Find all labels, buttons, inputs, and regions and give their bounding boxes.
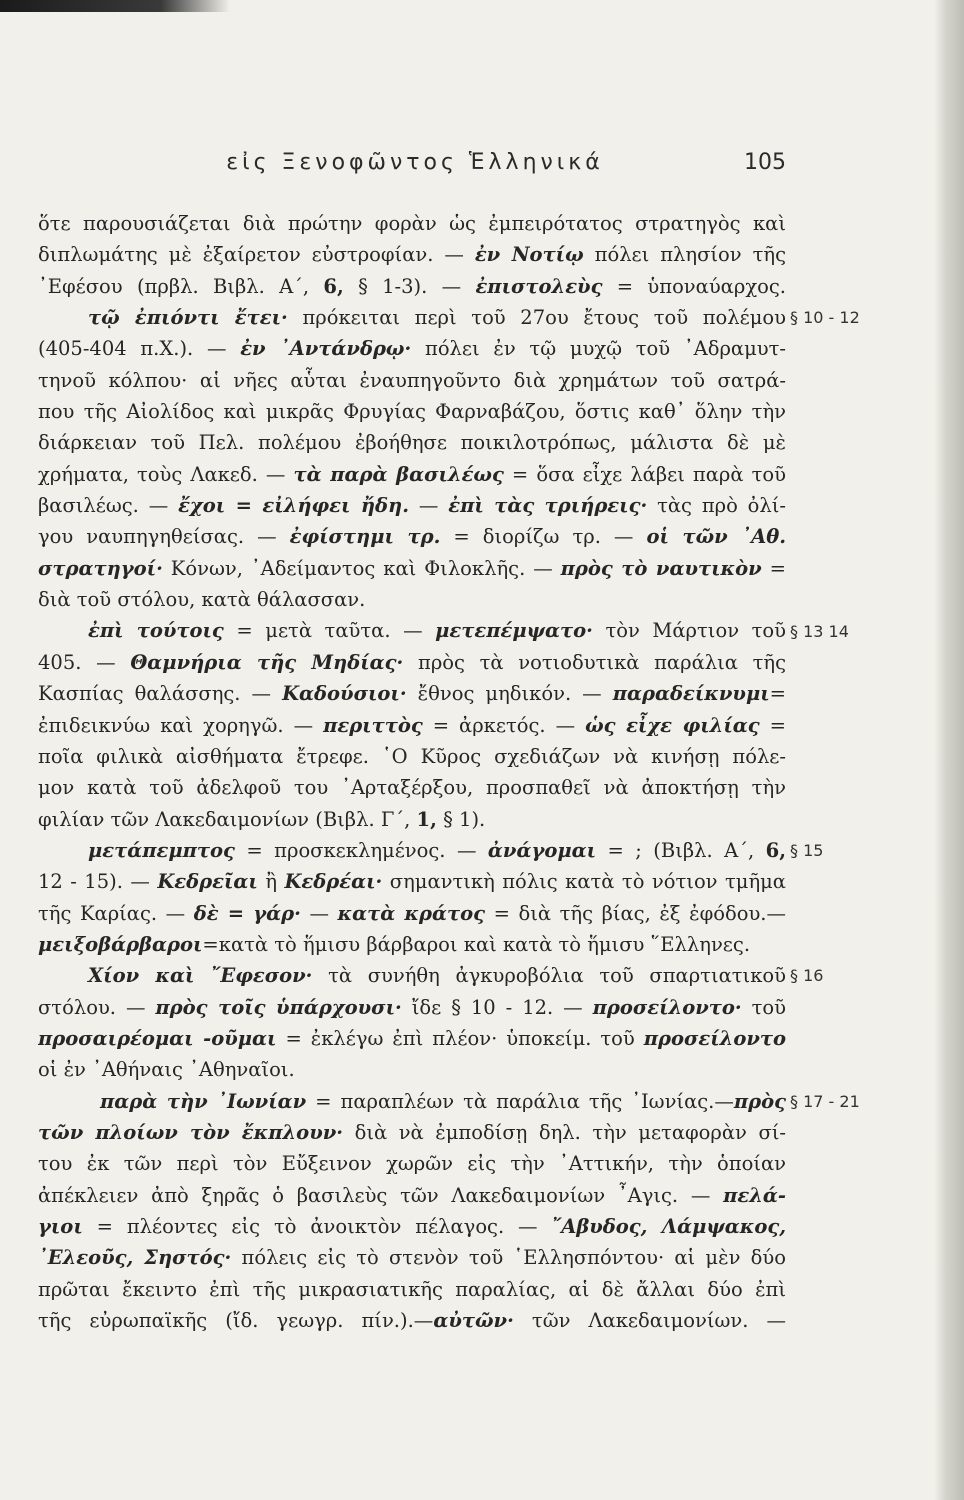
text-line: του ἐκ τῶν περὶ τὸν Εὔξεινον χωρῶν εἰς τὴν ᾿Αττικήν, τὴν ὁποίαν [38, 1152, 786, 1176]
running-head: εἰς Ξενοφῶντος Ἑλληνικά [226, 150, 604, 175]
text-line: τηνοῦ κόλπου· αἱ νῆες αὗται ἐναυπηγοῦντο διὰ χρημάτων τοῦ σατρά- [38, 368, 786, 392]
section-reference: § 15 [790, 841, 824, 860]
text-line: ἐπὶ τούτοις = μετὰ ταῦτα. — μετεπέμψατο· τὸν Μάρτιον τοῦ [88, 619, 786, 643]
text-line: τῆς Καρίας. — δὲ = γάρ· — κατὰ κράτος = διὰ τῆς βίας, ἐξ ἐφόδου.— [38, 901, 786, 925]
text-line: ᾿Εφέσου (πρβλ. Βιβλ. Α΄, 6, § 1-3). — ἐπιστολεὺς = ὑποναύαρχος. [38, 274, 786, 298]
text-line: βασιλέως. — ἔχοι = εἰλήφει ἤδη. — ἐπὶ τὰς τριήρεις· τὰς πρὸ ὀλί- [38, 494, 786, 518]
scan-shadow [0, 0, 230, 12]
text-line: διὰ τοῦ στόλου, κατὰ θάλασσαν. [38, 588, 366, 612]
text-line: Χίον καὶ ῎Εφεσον· τὰ συνήθη ἀγκυροβόλια τοῦ σπαρτιατικοῦ [88, 964, 786, 988]
section-reference: § 10 - 12 [790, 308, 860, 328]
text-line: μειξοβάρβαροι=κατὰ τὸ ἥμισυ βάρβαροι καὶ κατὰ τὸ ἥμισυ ῞Ελληνες. [38, 932, 751, 956]
text-line: χρήματα, τοὺς Λακεδ. — τὰ παρὰ βασιλέως = ὅσα εἶχε λάβει παρὰ τοῦ [38, 462, 786, 486]
text-line: ᾿Ελεοῦς, Σηστός· πόλεις εἰς τὸ στενὸν τοῦ ῾Ελλησπόντου· αἱ μὲν δύο [38, 1246, 786, 1270]
text-line: που τῆς Αἰολίδος καὶ μικρᾶς Φρυγίας Φαρναβάζου, ὅστις καθ᾿ ὅλην τὴν [38, 400, 786, 424]
text-line: (405-404 π.Χ.). — ἐν ᾿Αντάνδρῳ· πόλει ἐν τῷ μυχῷ τοῦ ᾿Αδραμυτ- [38, 337, 786, 361]
text-line: διπλωμάτης μὲ ἐξαίρετον εὐστροφίαν. — ἐν Νοτίῳ πόλει πλησίον τῆς [38, 243, 786, 267]
text-line: στρατηγοί· Κόνων, ᾿Αδείμαντος καὶ Φιλοκλῆς. — πρὸς τὸ ναυτικὸν = [38, 556, 786, 580]
text-line: μετάπεμπτος = προσκεκλημένος. — ἀνάγομαι = ; (Βιβλ. Α΄, 6, [88, 838, 786, 862]
text-line: ἐπιδεικνύω καὶ χορηγῶ. — περιττὸς = ἀρκετός. — ὡς εἶχε φιλίας = [38, 713, 786, 737]
section-reference: § 13 14 [790, 621, 849, 641]
section-reference: § 16 [790, 966, 824, 986]
text-line: 405. — Θαμνήρια τῆς Μηδίας· πρὸς τὰ νοτιοδυτικὰ παράλια τῆς [38, 650, 786, 674]
text-line: 12 - 15). — Κεδρεῖαι ἢ Κεδρέαι· σημαντικὴ πόλις κατὰ τὸ νότιον τμῆμα [38, 870, 786, 894]
text-line: παρὰ τὴν ᾿Ιωνίαν = παραπλέων τὰ παράλια τῆς ᾿Ιωνίας.—πρὸς [100, 1089, 786, 1113]
section-reference: § 17 - 21 [790, 1091, 860, 1111]
text-line: γιοι = πλέοντες εἰς τὸ ἀνοικτὸν πέλαγος. — ῎Αβυδος, Λάμψακος, [38, 1215, 786, 1238]
page-edge [934, 0, 964, 1500]
text-line: στόλου. — πρὸς τοῖς ὑπάρχουσι· ἴδε § 10 - 12. — προσείλοντο· τοῦ [38, 995, 786, 1019]
text-line: Κασπίας θαλάσσης. — Καδούσιοι· ἔθνος μηδικόν. — παραδείκνυμι= [38, 682, 786, 706]
text-line: ποῖα φιλικὰ αἰσθήματα ἔτρεφε. ῾Ο Κῦρος σχεδιάζων νὰ κινήσῃ πόλε- [38, 744, 786, 768]
text-line: πρῶται ἔκειντο ἐπὶ τῆς μικρασιατικῆς παραλίας, αἱ δὲ ἄλλαι δύο ἐπὶ [38, 1277, 786, 1301]
text-line: ὅτε παρουσιάζεται διὰ πρώτην φορὰν ὡς ἐμπειρότατος στρατηγὸς καὶ [38, 212, 786, 235]
text-line: τῆς εὐρωπαϊκῆς (ἴδ. γεωγρ. πίν.).—αὐτῶν· τῶν Λακεδαιμονίων. — [38, 1309, 786, 1333]
page-header [40, 150, 790, 190]
text-line: προσαιρέομαι -οῦμαι = ἐκλέγω ἐπὶ πλέον· ὑποκείμ. τοῦ προσείλοντο [38, 1026, 786, 1050]
text-line: μον κατὰ τοῦ ἀδελφοῦ του ᾿Αρταξέρξου, προσπαθεῖ νὰ ἀποκτήσῃ τὴν [38, 776, 786, 800]
text-line: τῶν πλοίων τὸν ἔκπλουν· διὰ νὰ ἐμποδίσῃ δηλ. τὴν μεταφορὰν σί- [38, 1120, 786, 1144]
text-line: ἀπέκλειεν ἀπὸ ξηρᾶς ὁ βασιλεὺς τῶν Λακεδαιμονίων ῏Αγις. — πελά- [38, 1183, 786, 1207]
text-line: οἱ ἐν ᾿Αθήναις ᾿Αθηναῖοι. [38, 1058, 295, 1082]
commentary-text [38, 208, 786, 1336]
text-line: γου ναυπηγηθείσας. — ἐφίστημι τρ. = διορίζω τρ. — οἱ τῶν ᾿Αθ. [38, 525, 786, 549]
text-line: φιλίαν τῶν Λακεδαιμονίων (Βιβλ. Γ΄, 1, § 1). [38, 807, 486, 831]
text-line: τῷ ἐπιόντι ἔτει· πρόκειται περὶ τοῦ 27ου ἔτους τοῦ πολέμου [88, 306, 786, 330]
page-number: 105 [744, 150, 786, 175]
text-line: διάρκειαν τοῦ Πελ. πολέμου ἐβοήθησε ποικιλοτρόπως, μάλιστα δὲ μὲ [38, 431, 786, 455]
